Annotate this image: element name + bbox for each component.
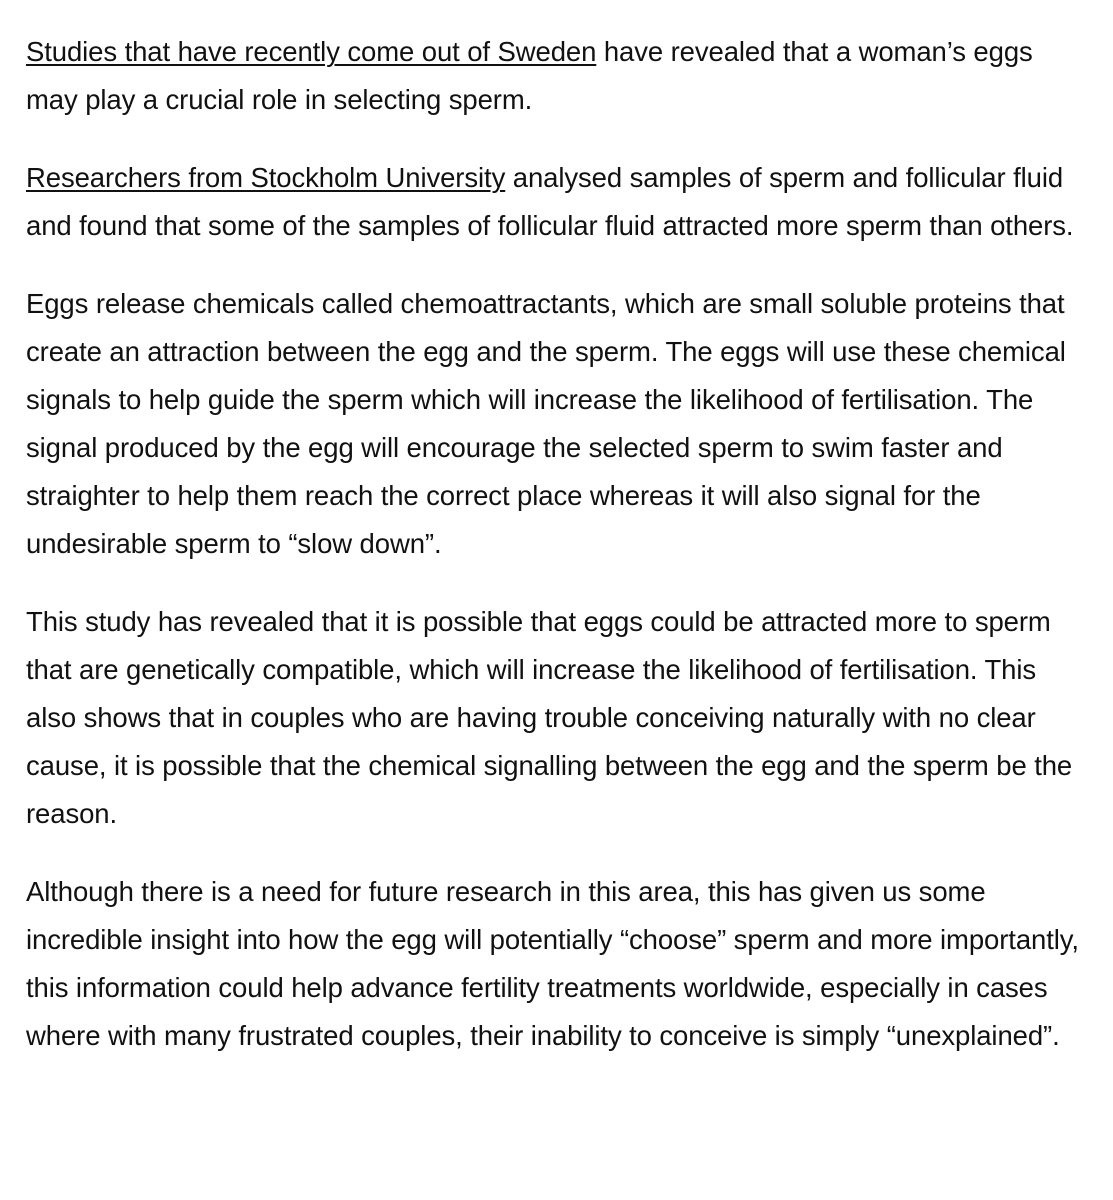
stockholm-university-link[interactable]: Researchers from Stockholm University [26, 162, 506, 193]
paragraph-4: This study has revealed that it is possible that eggs could be attracted more to sperm that are genetically compatible, which will increase the likelihood of fertilisation. This also shows that in couples who are having trouble conceiving naturally with no clear cause, it is possible that the chemical signalling between the egg and the sperm be the reason. [26, 606, 1073, 829]
paragraph-1 [26, 28, 1087, 124]
sweden-studies-link[interactable]: Studies that have recently come out of Sweden [26, 36, 597, 67]
paragraph-3: Eggs release chemicals called chemoattractants, which are small soluble proteins that create an attraction between the egg and the sperm. The eggs will use these chemical signals to help guide the sperm which will increase the likelihood of fertilisation. The signal produced by the egg will encourage the selected sperm to swim faster and straighter to help them reach the correct place whereas it will also signal for the undesirable sperm to “slow down”. [26, 288, 1066, 559]
paragraph-1-text: have revealed that a woman’s eggs may play a crucial role in selecting sperm. [26, 36, 1033, 115]
paragraph-5: Although there is a need for future research in this area, this has given us some incredible insight into how the egg will potentially “choose” sperm and more importantly, this information could help advance fertility treatments worldwide, especially in cases where with many frustrated couples, their inability to conceive is simply “unexplained”. [26, 876, 1079, 1051]
paragraph-2-text: analysed samples of sperm and follicular fluid and found that some of the samples of follicular fluid attracted more sperm than others. [26, 162, 1074, 241]
paragraph-2 [26, 154, 1087, 250]
